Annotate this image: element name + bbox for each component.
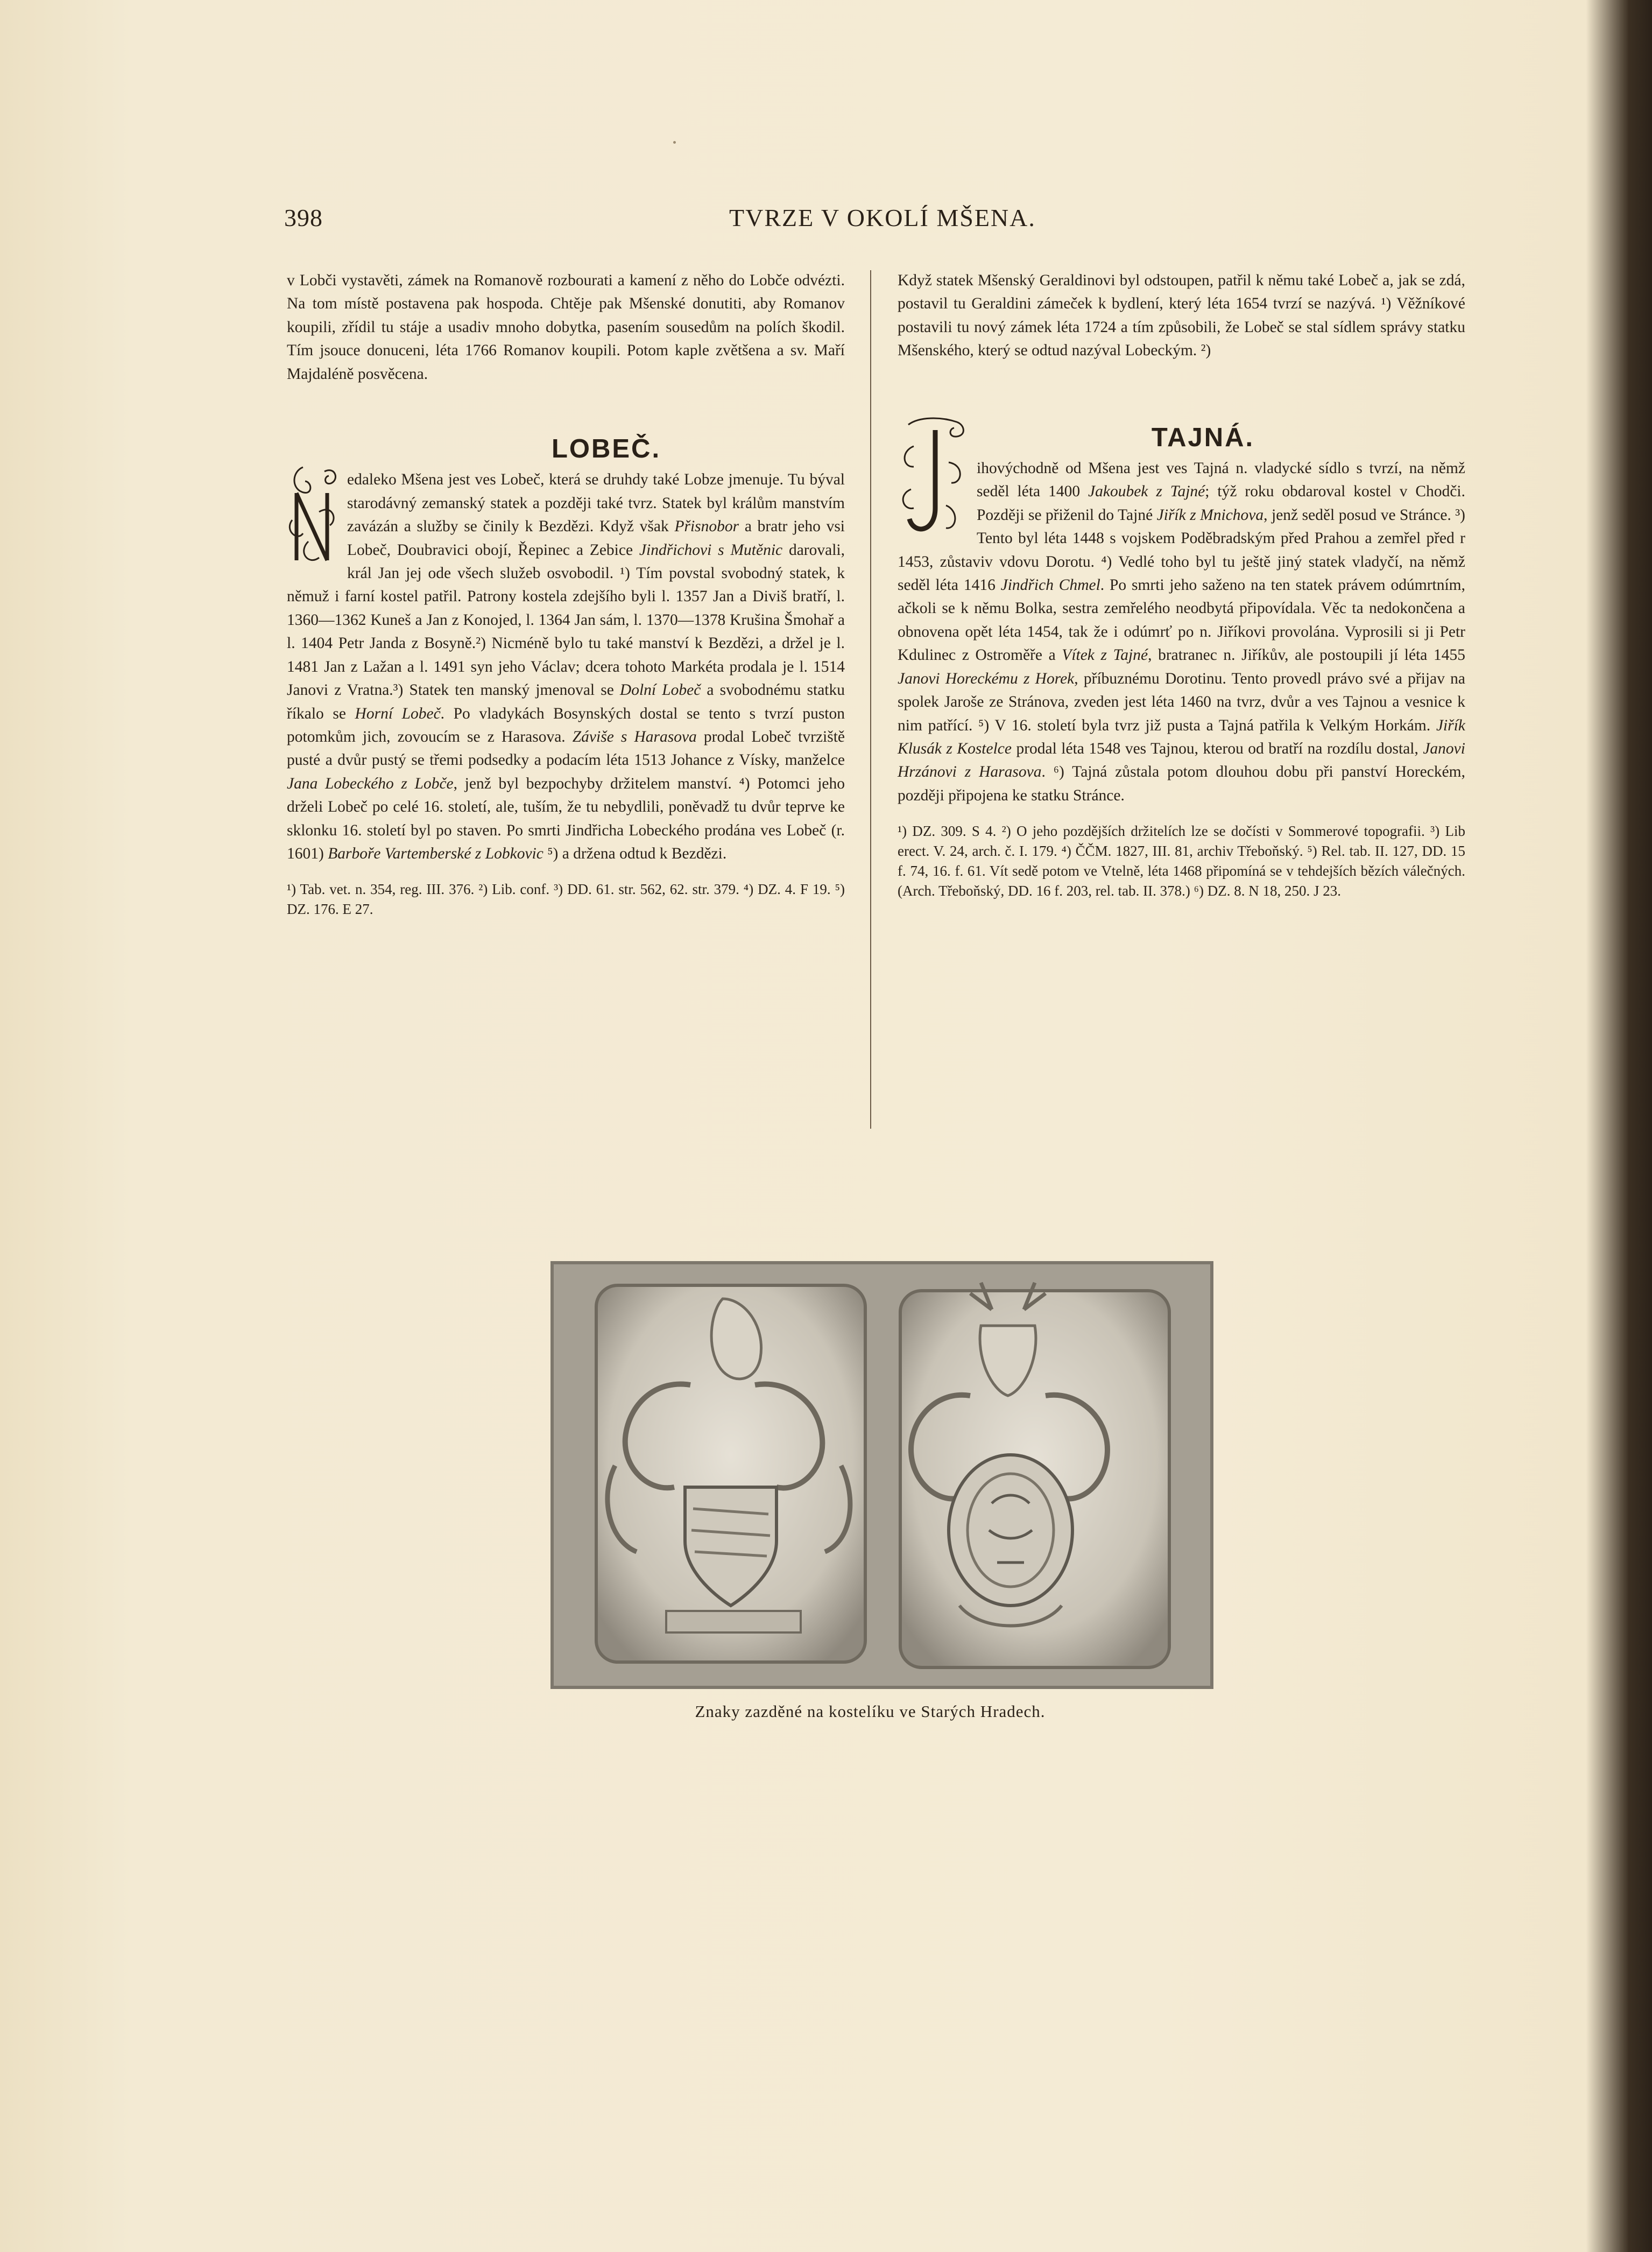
tajna-name-janovi-horeckemu: Janovi Horeckému z Horek: [898, 670, 1075, 687]
lobec-name-jindrichovi: Jindřichovi s Mutěnic: [639, 541, 783, 559]
tajna-name-jindrich-chmel: Jindřich Chmel: [1000, 576, 1100, 594]
tajna-text-6: prodal léta 1548 ves Tajnou, kterou od bratří na rozdílu dostal,: [1011, 740, 1423, 757]
tajna-name-janovi-hrzanovi: Janovi Hrzánovi z Harasova: [898, 740, 1465, 781]
left-footnotes: ¹) Tab. vet. n. 354, reg. III. 376. ²) Lib. conf. ³) DD. 61. str. 562, 62. str. 379. ⁴) DZ. 4. F 19. ⁵) DZ. 176. E 27.: [287, 881, 845, 918]
lobec-name-dolni-lobec: Dolní Lobeč: [619, 681, 701, 699]
tajna-text-7: . ⁶) Tajná zůstala potom dlouhou dobu při panství Horeckém, později připojena ke statku Stránce.: [898, 763, 1465, 804]
lobec-name-prisnobor: Přisnobor: [674, 518, 739, 536]
right-intro-paragraph: Když statek Mšenský Geraldinovi byl odstoupen, patřil k němu také Lobeč a, jak se zdá, postavil tu Geraldini zámeček k bydlení, který léta 1654 tvrzí se nazývá. ¹) Věžníkové postavili tu nový zámek léta 1724 a tím způsobili, že Lobeč se stal sídlem správy statku Mšenského, který se odtud nazýval Lobeckým. ²): [898, 272, 1465, 360]
lobec-text-2: darovali, král Jan jej ode všech služeb osvobodil. ¹) Tím povstal svobodný statek, k němuž i farní kostel patřil. Patrony kostela zdejšího byli l. 1357 Jan a Diviš bratří, l. 1360—1362 Kuneš a Jan z Konojed, l. 1364 Jan sám, l. 1370—1378 Krušina Šmohař a l. 1404 Petr Janda z Bosyně.²) Nicméně bylo tu také manství k Bezdězi, a držel je l. 1481 Jan z Lažan a l. 1491 syn jeho Václav; dcera tohoto Markéta prodala je l. 1514 Janovi z Vratna.³) Statek ten manský jmenoval se: [287, 541, 845, 699]
lobec-name-zavise: Záviše s Harasova: [572, 728, 697, 745]
figure-caption-text: Znaky zazděné na kostelíku ve Starých Hradech.: [695, 1702, 1046, 1721]
ornate-initial-j: [898, 414, 970, 546]
lobec-text-5: prodal Lobeč tvrziště pusté a dvůr pustý se třemi podsedky a podacím léta 1513 Johance z Vísky, manželce: [287, 728, 845, 769]
tajna-text-2: , jenž seděl posud ve Stránce. ³) Tento byl léta 1448 s vojskem Poděbradským před Prahou a zemřel před r 1453, zůstaviv vdovu Dorotu. ⁴) Vedlé toho byl tu ještě jiný statek vladyčí, na němž seděl léta 1416: [898, 506, 1466, 594]
heading-tajna: TAJNÁ.: [1151, 423, 1255, 452]
tajna-text-5: , příbuznému Dorotinu. Tento provedl právo své a přijav na spolek Jaroše ze Stránova, zveden jest léta 1460 na tvrz, dvůr a ves Tajnou a vesnice k nim patřící. ⁵) V 16. století byla tvrz již pusta a Tajná patřila k Velkým Horkám.: [898, 670, 1466, 734]
lobec-name-barbore: Barboře Vartemberské z Lobkovic: [328, 844, 543, 862]
right-coat-of-arms-panel: [900, 1283, 1169, 1667]
lobec-text-4: . Po vladykách Bosynských dostal se tento s tvrzí puston potomkům jich, zovoucím se z Harasova.: [287, 705, 845, 745]
column-divider: [870, 270, 871, 1129]
left-column: [287, 269, 845, 919]
tajna-paragraph: [898, 457, 1465, 807]
left-intro-paragraph: v Lobči vystavěti, zámek na Romanově rozbourati a kamení z něho do Lobče odvézti. Na tom místě postavena pak hospoda. Chtěje pak Mšenské donutiti, aby Romanov koupili, zřídil tu stáje a usadiv mnoho dobytka, pasením sousedům na polích škodil. Tím jsouce donuceni, léta 1766 Romanov koupili. Potom kaple zvětšena a sv. Maří Majdaléně posvěcena.: [287, 272, 845, 383]
lobec-text-3: a svobodnému statku říkalo se: [287, 681, 845, 722]
heading-lobec: LOBEČ.: [551, 434, 661, 464]
ornate-initial-n: [287, 461, 341, 568]
lobec-text-7: ⁵) a držena odtud k Bezdězi.: [543, 844, 727, 862]
lobec-text-1: a bratr jeho vsi Lobeč, Doubravici obojí, Řepinec a Zebice: [347, 518, 845, 559]
running-title: TVRZE V OKOLÍ MŠENA.: [729, 204, 1036, 231]
coats-of-arms-photograph: [550, 1261, 1213, 1689]
left-coat-of-arms-panel: [596, 1285, 865, 1662]
tajna-name-jirik-klusak: Jiřík Klusák z Kostelce: [898, 716, 1465, 757]
page-number: 398: [284, 204, 323, 231]
paper-speck: [673, 141, 676, 144]
figure-caption: [0, 1702, 1652, 1721]
lobec-name-horni-lobec: Horní Lobeč: [355, 705, 441, 722]
tajna-name-vitek: Vítek z Tajné: [1062, 646, 1148, 664]
lobec-name-jana-lobeckeho: Jana Lobeckého z Lobče: [287, 775, 454, 792]
tajna-text-3: . Po smrti jeho saženo na ten statek právem odúmrtním, ačkoli se k němu Bolka, sestra zemřelého neodbytá připovídala. Věc ta nedokončena a obnovena opět léta 1454, tak že i odúmrť po n. Jiříkovi provolána. Vyprosili si ji Petr Kdulinec z Ostroměře a: [898, 576, 1465, 664]
tajna-text-1: ; týž roku obdaroval kostel v Chodči. Později se přiženil do Tajné: [977, 483, 1465, 524]
tajna-text-4: , bratranec n. Jiříkův, ale postoupili jí léta 1455: [1148, 646, 1465, 664]
lobec-text-6: , jenž byl bezpochyby držitelem manství. ⁴) Potomci jeho drželi Lobeč po celé 16. století, ale, tuším, že tu nebydlili, poněvadž tu dvůr teprve ke sklonku 16. století byl po staven. Po smrti Jindřicha Lobeckého prodána ves Lobeč (r. 1601): [287, 775, 845, 862]
right-footnotes: ¹) DZ. 309. S 4. ²) O jeho pozdějších držitelích lze se dočísti v Sommerové topografii. ³) Lib erect. V. 24, arch. č. I. 179. ⁴) ČČM. 1827, III. 81, archiv Třeboňský. ⁵) Rel. tab. II. 127, DD. 15 f. 74, 16. f. 61. Vít sedě potom ve Vtelně, léta 1468 připomíná se v tehdejších bězích válečných. (Arch. Třeboňský, DD. 16 f. 203, rel. tab. II. 378.) ⁶) DZ. 8. N 18, 250. J 23.: [898, 823, 1465, 899]
right-column: [898, 269, 1465, 901]
page-header: [0, 203, 1652, 241]
lobec-text-0: edaleko Mšena jest ves Lobeč, která se druhdy také Lobze jmenuje. Tu býval starodávný zemanský statek a později také tvrz. Statek byl králům manstvím zavázán a služby se činily k Bezdězi. Když však: [347, 471, 845, 536]
tajna-text-0: ihovýchodně od Mšena jest ves Tajná n. vladycké sídlo s tvrzí, na němž seděl léta 1400: [977, 460, 1465, 501]
tajna-name-jirik-mnichov: Jiřík z Mnichova: [1156, 506, 1264, 524]
lobec-paragraph: [287, 468, 845, 865]
tajna-name-jakoubek: Jakoubek z Tajné: [1088, 483, 1205, 501]
